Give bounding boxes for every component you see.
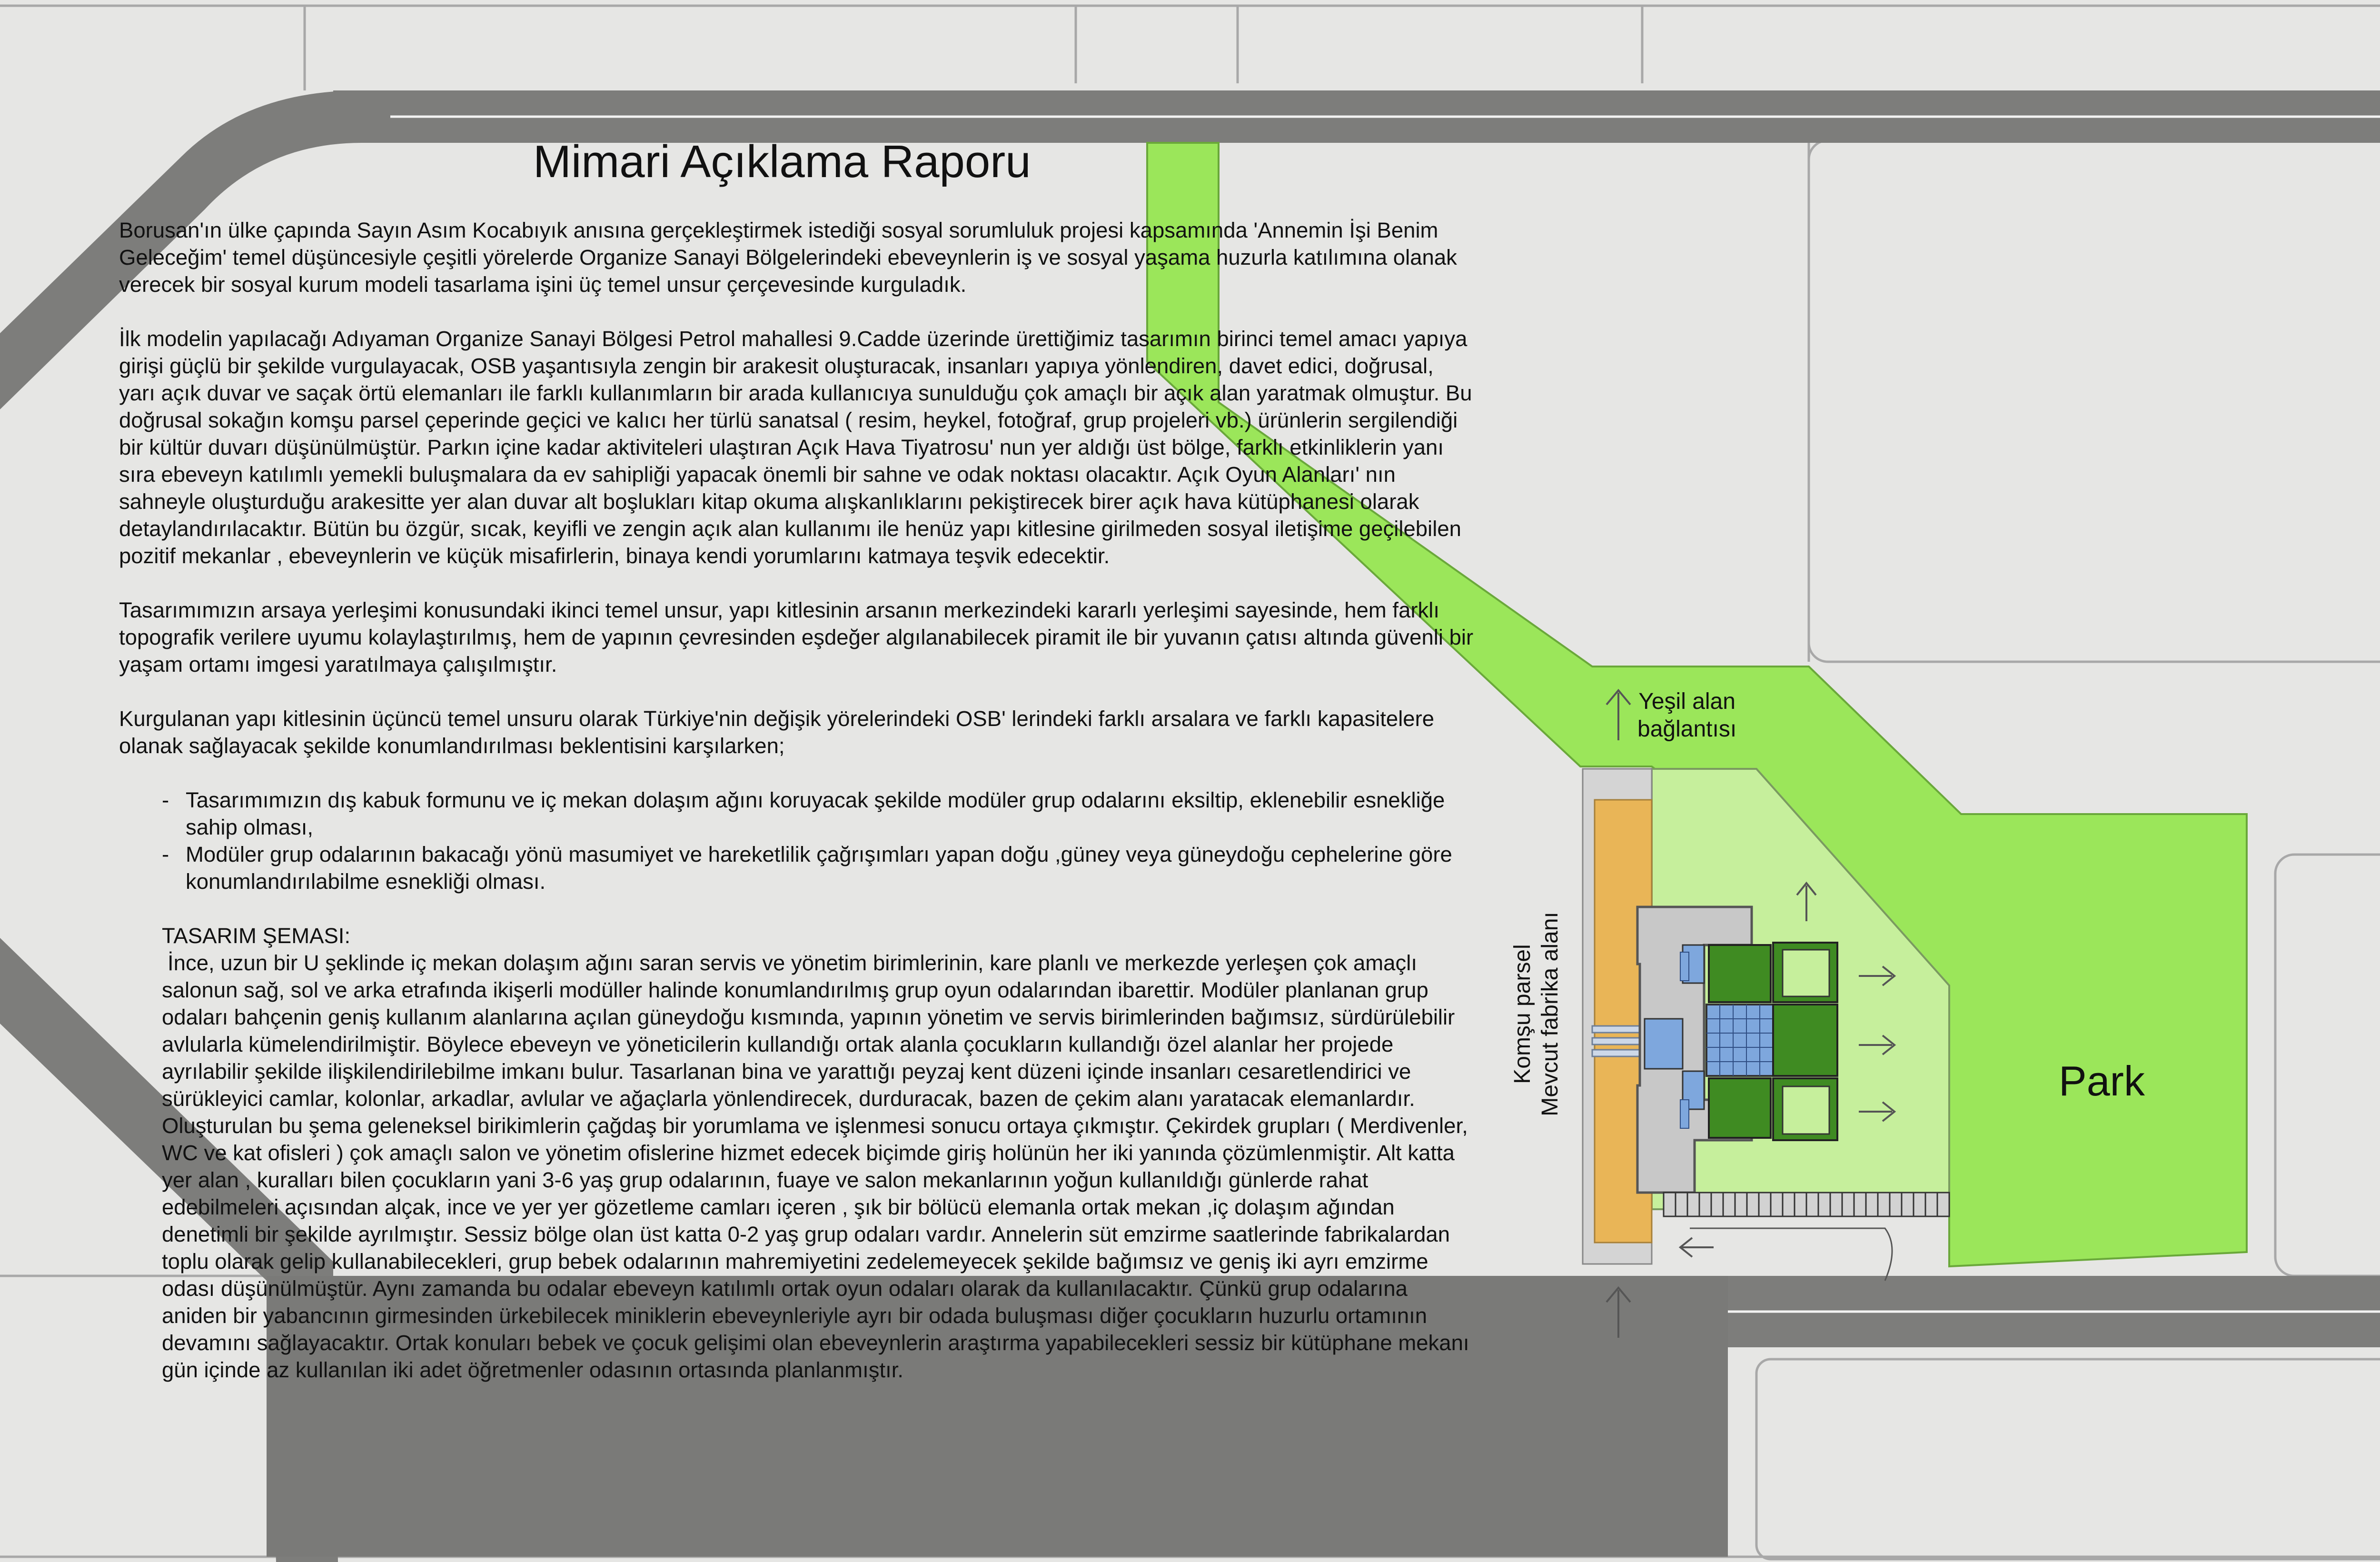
neighbor-label-line-1: Komşu parsel: [1510, 944, 1535, 1084]
courtyard-2: [1783, 1086, 1829, 1134]
scheme-heading: TASARIM ŞEMASI:: [162, 924, 351, 948]
report-bullet: - Tasarımımızın dış kabuk formunu ve iç mekan dolaşım ağını koruyacak şekilde modüler grup odalarını eksiltip, eklenebilir esnekliğe sahip olması,: [162, 786, 1476, 841]
play-room-1: [1709, 945, 1771, 1002]
report-paragraph: Tasarımımızın arsaya yerleşimi konusundaki ikinci temel unsur, yapı kitlesinin arsanın merkezindeki kararlı yerleşimi sayesinde, hem farklı topografik verilere uyumu kolaylaştırılmış, hem de yapının çevresinden eşdeğer algılanabilecek piramit ile bir yuvanın çatısı altında güvenli bir yaşam ortamı imgesi yaratılmaya çalışılmıştır.: [119, 598, 1474, 677]
green-link-label: [1637, 688, 1736, 743]
multipurpose-hall: [1706, 1005, 1773, 1076]
parking: [1664, 1193, 1949, 1216]
report-paragraph: Kurgulanan yapı kitlesinin üçüncü temel unsuru olarak Türkiye'nin değişik yörelerindeki OSB' lerindeki farklı arsalara ve farklı kapasitelere olanak sağlayacak şekilde konumlandırılması beklentisini karşılarken;: [119, 706, 1435, 758]
entrance-stairs: [1592, 1026, 1642, 1056]
park-label: Park: [2059, 1057, 2145, 1104]
report-bullet-list: [119, 786, 1476, 895]
report-body: [119, 217, 1476, 1383]
play-room-2: [1709, 1078, 1771, 1138]
report-paragraph: Borusan'ın ülke çapında Sayın Asım Kocabıyık anısına gerçekleştirmek istediği sosyal sorumluluk projesi kapsamında 'Annemin İşi Benim Geleceğim' temel düşüncesiyle çeşitli yörelerde Organize Sanayi Bölgelerindeki ebeveynlerin iş ve sosyal yaşama huzurla katılımına olanak verecek bir sosyal kurum modeli tasarlama işini üç temel unsur çerçevesinde kurguladık.: [119, 218, 1457, 297]
report-paragraph: İlk modelin yapılacağı Adıyaman Organize Sanayi Bölgesi Petrol mahallesi 9.Cadde üzerinde ürettiğimiz tasarımın birinci temel amacı yapıya girişi güçlü bir şekilde vurgulayacak, OSB yaşantısıyla zengin bir arakesit oluşturacak, insanları yapıya yönlendiren, davet edici, doğrusal, yarı açık duvar ve saçak örtü elemanları ile farklı kullanımların bir arada kullanıcıya sunulduğu çok amaçlı bir açık alan yaratmak olmuştur. Bu doğrusal sokağın komşu parsel çeperinde geçici ve kalıcı her türlü sanatsal ( resim, heykel, fotoğraf, grup projeleri vb.) ürünlerin sergilendiği bir kültür duvarı düşünülmüştür. Parkın içine kadar aktiviteleri ulaştıran Açık Hava Tiyatrosu' nun yer aldığı üst bölge, farklı etkinliklerin yanı sıra ebeveyn katılımlı yemekli buluşmalara da ev sahipliği yapacak önemli bir sahne ve odak noktası olacaktır. Açık Oyun Alanları' nın sahneyle oluşturduğu arakesitte yer alan duvar alt boşlukları kitap okuma alışkanlıklarını pekiştirecek birer açık hava kütüphanesi olarak detaylandırılacaktır. Bütün bu özgür, sıcak, keyifli ve zengin açık alan kullanımı ile henüz yapı kitlesine girilmeden sosyal iletişime geçilebilen pozitif mekanlar , ebeveynlerin ve küçük misafirlerin, binaya kendi yorumlarını katmaya teşvik edecektir.: [119, 327, 1472, 568]
play-room-3: [1773, 1005, 1837, 1076]
scheme-text: İnce, uzun bir U şeklinde iç mekan dolaşım ağını saran servis ve yönetim birimlerinin, kare planlı ve merkezde yerleşen çok amaçlı salonun sağ, sol ve arka etrafında ikişerli modüller halinde konumlandırılmış grup oyun odalarından ibarettir. Modüler planlanan grup odaları bahçenin geniş kullanım alanlarına açılan güneydoğu kısmında, yapının yönetim ve servis birimlerinden bağımsız, sürdürülebilir avlularla kümelendirilmiştir. Böylece ebeveyn ve yöneticilerin kullandığı ortak alanla çocukların kullandığı özel alanlar her projede ayrılabilir şekilde ilişkilendirilebilme imkanı bulur. Tasarlanan bina ve yarattığı peyzaj kent düzeni içinde insanları cesaretlendirici ve sürükleyici camlar, kolonlar, arkadlar, avlular ve ağaçlarla yönlendirecek, durduracak, bazen de çekim alanı yaratacak elemanlardır. Oluşturulan bu şema geleneksel birikimlerin çağdaş bir yorumlama ve işlenmesi sonucu ortaya çıkmıştır. Çekirdek grupları ( Merdivenler, WC ve kat ofisleri ) çok amaçlı salon ve yönetim ofislerine hizmet edecek biçimde giriş holünün her iki yanında çözümlenmiştir. Alt katta yer alan , kuralları bilen çocukların yani 3-6 yaş grup odalarının, fuaye ve salon mekanlarının yoğun kullanıldığı günlerde rahat edebilmeleri açısından alçak, ince ve yer yer gözetleme camları içeren , şık bir bölücü elemanla ortak mekan ,iç dolaşım ağından denetimli bir şekilde ayrılmıştır. Sessiz bölge olan üst katta 0-2 yaş grup odaları vardır. Annelerin süt emzirme saatlerinde fabrikalardan toplu olarak gelip kullanabilecekleri, grup bebek odalarının mahremiyetini zedelemeyecek şekilde bağımsız ve geniş iki ayrı emzirme odası düşünülmüştür. Aynı zamanda bu odalar ebeveyn katılımlı ortak oyun odaları olarak da kullanılacaktır. Çünkü grup odalarına aniden bir yabancının girmesinden ürkebilecek miniklerin ebeveynleriyle ayrı bir odada buluşması diğer çocukların huzurlu ortamının devamını sağlayacaktır. Ortak konuları bebek ve çocuk gelişimi olan ebeveynlerin araştırma yapabilecekleri sessiz bir kütüphane mekanı gün içinde az kullanılan iki adet öğretmenler odasının ortasında planlanmıştır.: [162, 951, 1469, 1382]
neighbor-parcel-label: [1509, 890, 1564, 1138]
report-title: Mimari Açıklama Raporu: [533, 136, 1031, 187]
entrance-hall: [1645, 1019, 1683, 1069]
green-link-label-line-2: bağlantısı: [1637, 716, 1737, 742]
neighbor-label-line-2: Mevcut fabrika alanı: [1537, 912, 1563, 1116]
report-bullet: - Modüler grup odalarının bakacağı yönü masumiyet ve hareketlilik çağrışımları yapan doğu ,güney veya güneydoğu cephelerine göre konumlandırılabilme esnekliği olması.: [162, 841, 1476, 895]
green-link-label-line-1: Yeşil alan: [1638, 689, 1735, 714]
courtyard-1: [1783, 950, 1829, 996]
